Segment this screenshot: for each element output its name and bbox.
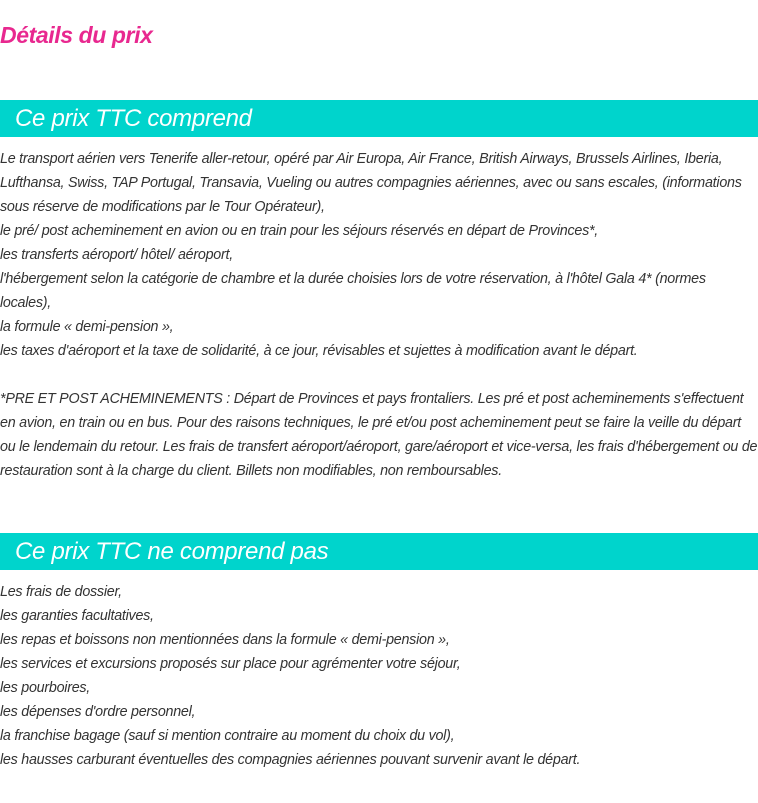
- excluded-section-header: [0, 533, 758, 570]
- included-section-title: Ce prix TTC comprend: [15, 105, 252, 132]
- included-item: les transferts aéroport/ hôtel/ aéroport,: [0, 247, 233, 263]
- page-title: Détails du prix: [0, 22, 153, 48]
- excluded-item: les pourboires,: [0, 680, 91, 696]
- included-item: les taxes d'aéroport et la taxe de solidarité, à ce jour, révisables et sujettes à modification avant le départ.: [0, 343, 638, 359]
- spacer: [0, 363, 758, 387]
- excluded-item: les garanties facultatives,: [0, 608, 154, 624]
- excluded-item: la franchise bagage (sauf si mention contraire au moment du choix du vol),: [0, 728, 455, 744]
- acheminement-note: *PRE ET POST ACHEMINEMENTS : Départ de Provinces et pays frontaliers. Les pré et post acheminements s'effectuent en avion, en train ou en bus. Pour des raisons techniques, le pré et/ou post acheminement peut se faire la veille du départ ou le lendemain du retour. Les frais de transfert aéroport/aéroport, gare/aéroport et vice-versa, les frais d'hébergement ou de restauration sont à la charge du client. Billets non modifiables, non remboursables.: [0, 391, 758, 479]
- included-list: [0, 147, 758, 483]
- excluded-item: les services et excursions proposés sur place pour agrémenter votre séjour,: [0, 656, 461, 672]
- excluded-item: les repas et boissons non mentionnées dans la formule « demi-pension »,: [0, 632, 450, 648]
- excluded-item: les dépenses d'ordre personnel,: [0, 704, 196, 720]
- included-item: le pré/ post acheminement en avion ou en train pour les séjours réservés en départ de Provinces*,: [0, 223, 599, 239]
- excluded-list: [0, 580, 758, 772]
- included-item: l'hébergement selon la catégorie de chambre et la durée choisies lors de votre réservation, à l'hôtel Gala 4* (normes locales),: [0, 271, 706, 311]
- excluded-item: Les frais de dossier,: [0, 584, 122, 600]
- included-section-header: [0, 100, 758, 137]
- included-item: Le transport aérien vers Tenerife aller-retour, opéré par Air Europa, Air France, British Airways, Brussels Airlines, Iberia, Lufthansa, Swiss, TAP Portugal, Transavia, Vueling ou autres compagnies aériennes, avec ou sans escales, (informations sous réserve de modifications par le Tour Opérateur),: [0, 151, 742, 215]
- excluded-item: les hausses carburant éventuelles des compagnies aériennes pouvant survenir avant le départ.: [0, 752, 581, 768]
- excluded-section-title: Ce prix TTC ne comprend pas: [15, 538, 329, 565]
- included-item: la formule « demi-pension »,: [0, 319, 174, 335]
